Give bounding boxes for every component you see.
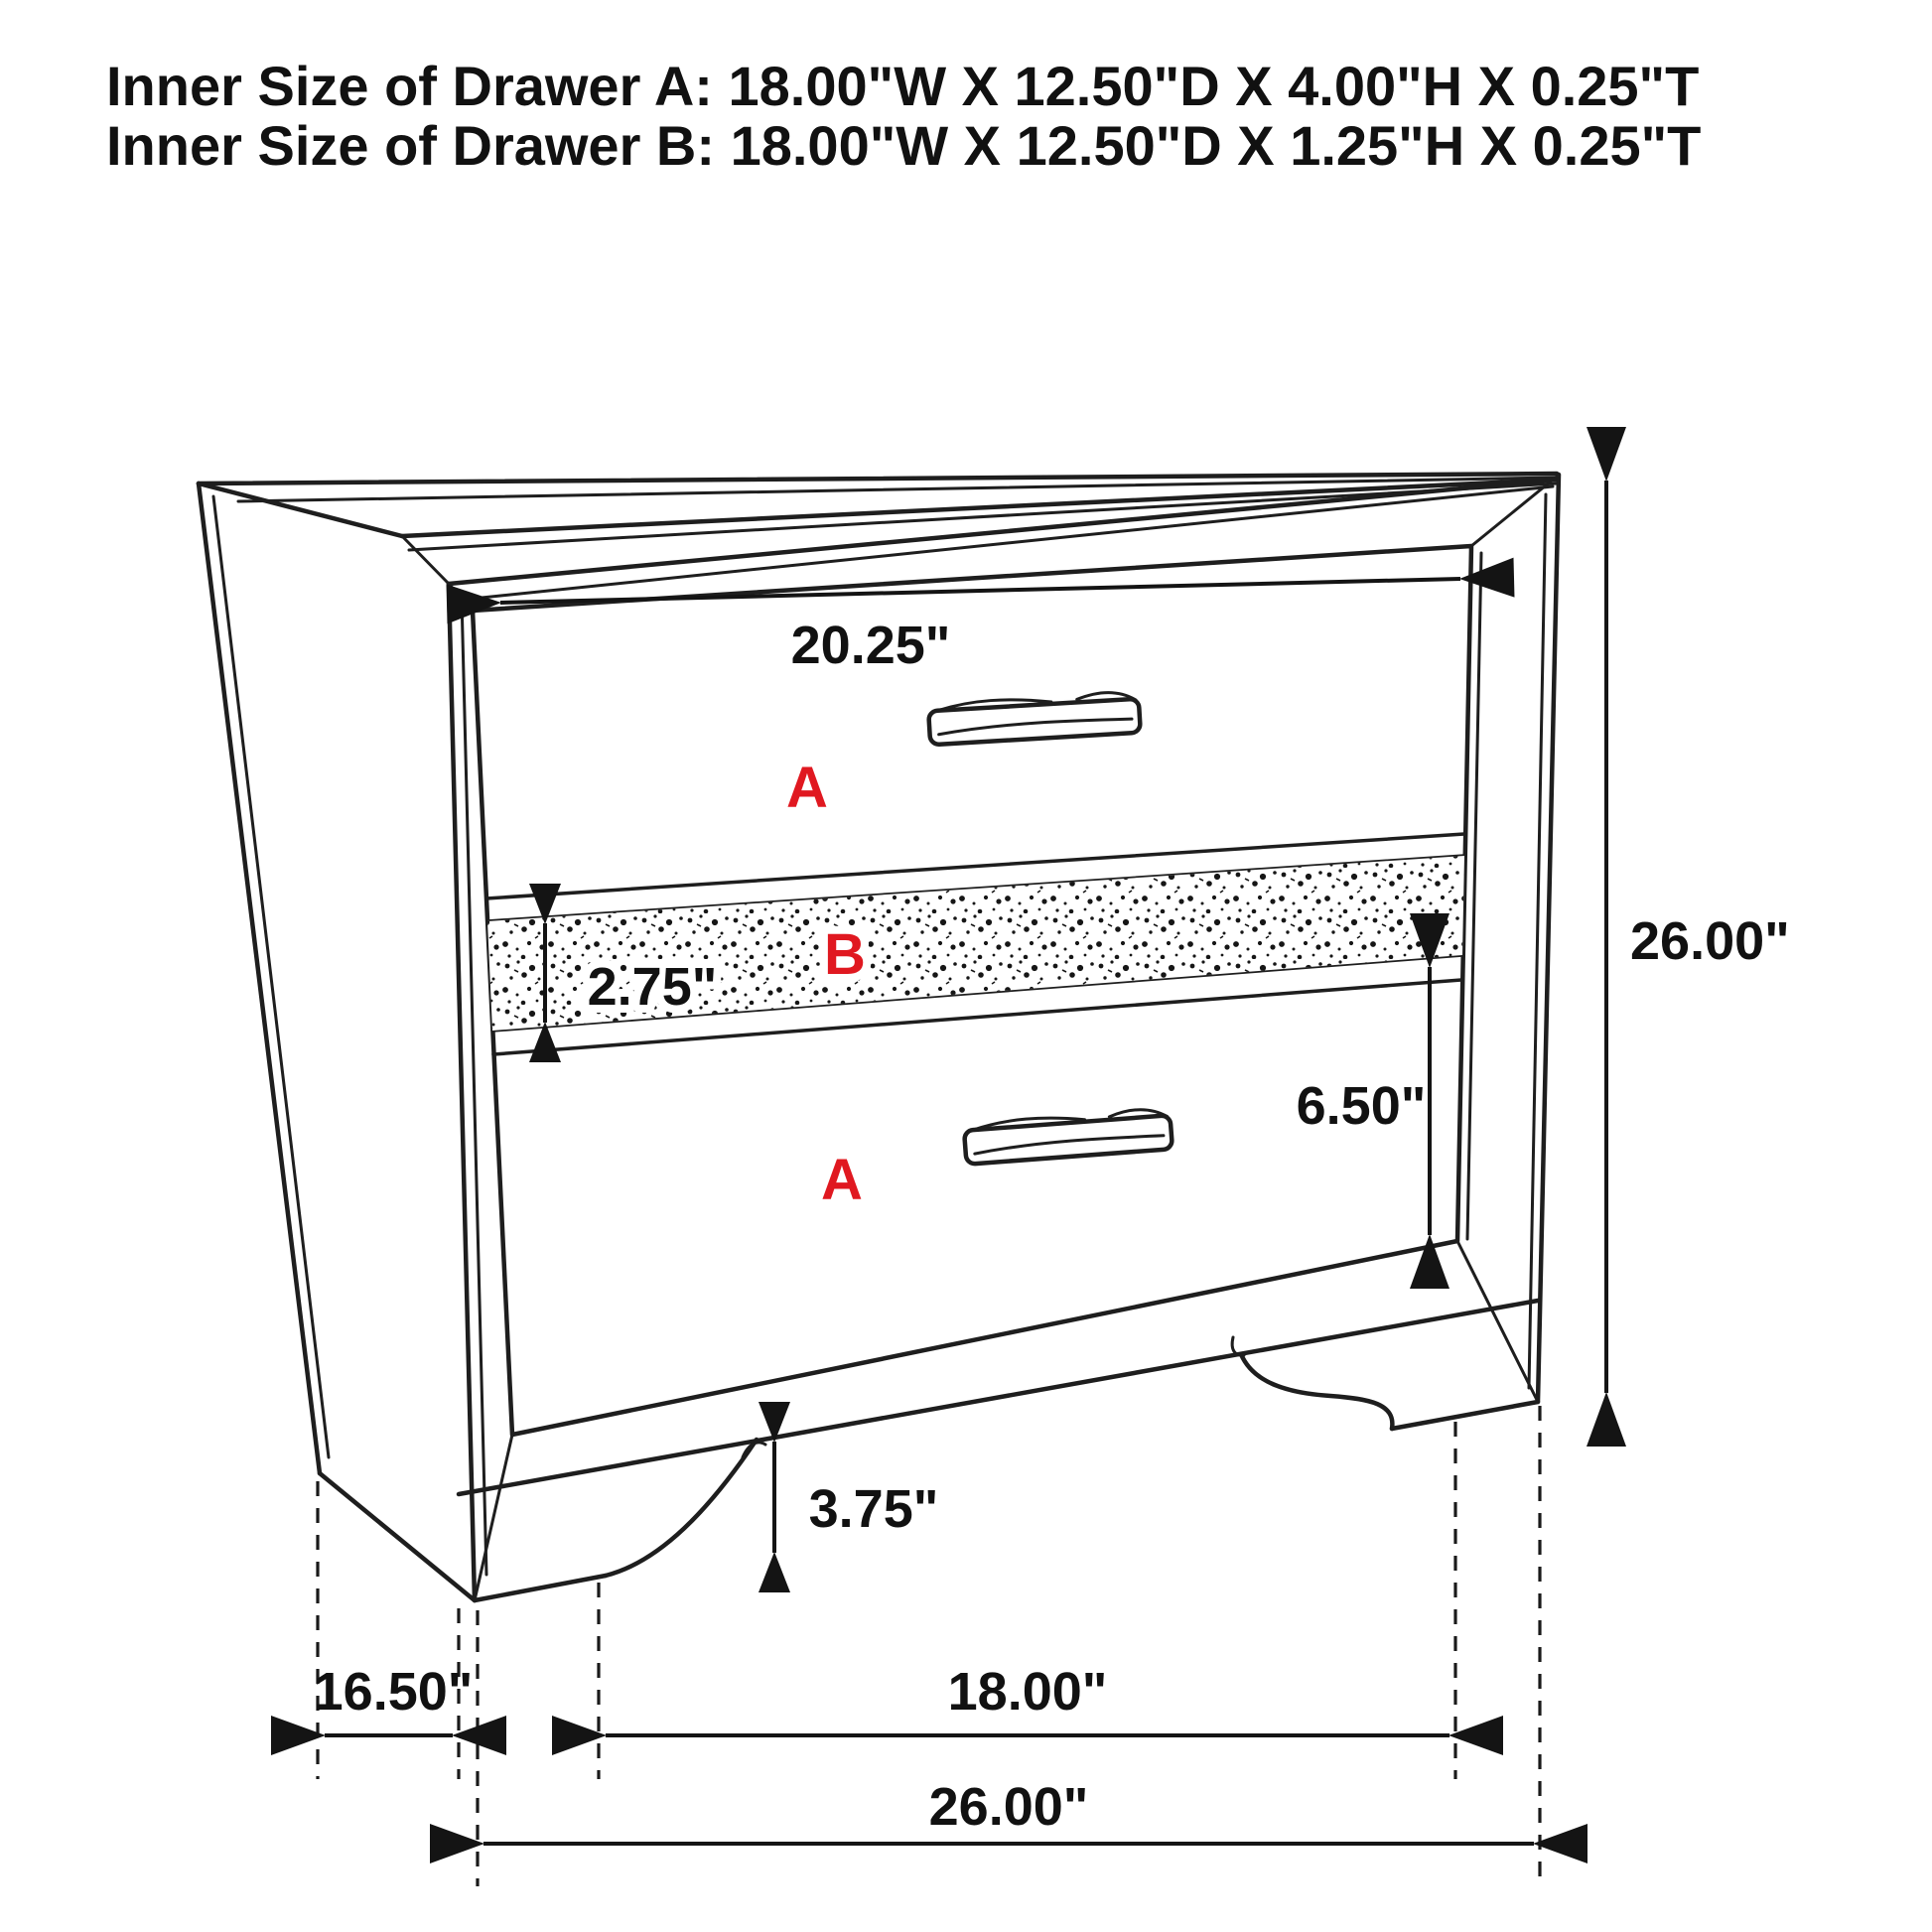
dimension-feet-span-label: 18.00": [947, 1662, 1108, 1722]
dimension-drawer-width-label: 20.25": [790, 616, 951, 675]
left-foot-curve: [606, 1440, 757, 1576]
label-drawer-a-bottom: A: [821, 1148, 863, 1212]
label-drawer-a-top: A: [786, 756, 828, 820]
header: [106, 55, 1701, 177]
dimension-foot-height: [774, 1442, 938, 1553]
header-line-1: Inner Size of Drawer A: 18.00"W X 12.50"D X 4.00"H X 0.25"T: [106, 55, 1700, 117]
base-and-feet: [459, 1301, 1538, 1600]
dimension-overall-width: [483, 1777, 1534, 1844]
dimension-feet-span: [606, 1662, 1449, 1735]
dimension-annotations: [314, 481, 1790, 1886]
bottom-drawer-handle: [963, 1107, 1173, 1164]
dimension-lower-drawer-height: [1297, 967, 1430, 1235]
dimension-overall-width-label: 26.00": [928, 1777, 1089, 1837]
dimension-foot-height-label: 3.75": [808, 1479, 939, 1539]
dimension-overall-height-label: 26.00": [1630, 911, 1790, 971]
dimension-overall-height: [1606, 481, 1790, 1393]
dimension-strip-height-label: 2.75": [587, 957, 718, 1017]
dimension-drawer-width: [500, 579, 1460, 675]
dimension-lower-drawer-height-label: 6.50": [1296, 1076, 1427, 1136]
header-line-2: Inner Size of Drawer B: 18.00"W X 12.50"D X 1.25"H X 0.25"T: [106, 114, 1702, 177]
label-drawer-b: B: [824, 922, 866, 987]
right-foot-curve: [1241, 1354, 1392, 1429]
side-panel: [199, 483, 475, 1600]
top-drawer-handle: [928, 691, 1141, 745]
top-panel: [199, 474, 1557, 584]
dimension-depth-label: 16.50": [313, 1662, 474, 1722]
dimension-depth: [314, 1662, 474, 1735]
front-frame: [449, 475, 1559, 1600]
